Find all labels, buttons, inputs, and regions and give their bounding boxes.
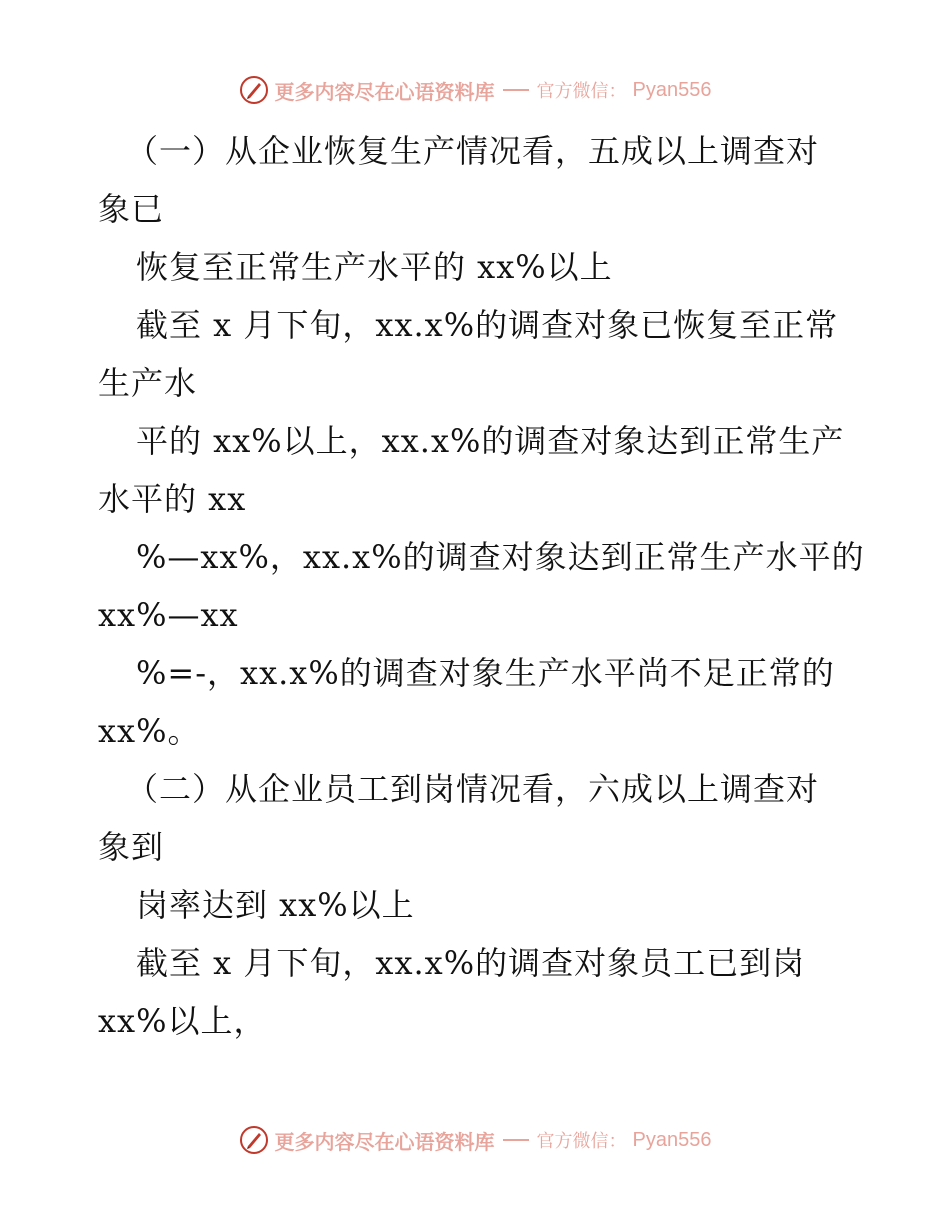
paragraph-line: %—xx%，xx.x%的调查对象达到正常生产水平的 — [136, 538, 865, 576]
footer-banner — [0, 1120, 950, 1160]
paragraph-line: （一）从企业恢复生产情况看，五成以上调查对 — [126, 132, 820, 170]
quill-pen-icon — [239, 75, 269, 105]
paragraph-line: 象到 — [98, 828, 165, 866]
document-body — [98, 122, 865, 1050]
paragraph-line: 恢复至正常生产水平的 xx%以上 — [136, 248, 613, 286]
paragraph-line: 象已 — [98, 190, 165, 228]
banner — [239, 1125, 712, 1155]
paragraph-line: 截至 x 月下旬，xx.x%的调查对象员工已到岗 — [136, 944, 806, 982]
paragraph-line: 平的 xx%以上，xx.x%的调查对象达到正常生产 — [136, 422, 845, 460]
banner — [239, 75, 712, 105]
paragraph-line: xx%—xx — [98, 596, 239, 634]
brand-text: 更多内容尽在心语资料库 — [274, 1129, 495, 1154]
paragraph-line: 水平的 xx — [98, 480, 247, 518]
brand-text: 更多内容尽在心语资料库 — [274, 79, 495, 104]
wechat-label: 官方微信： — [536, 81, 627, 102]
wechat-label: 官方微信： — [536, 1131, 627, 1152]
wechat-id: Pyan556 — [632, 1128, 712, 1151]
banner-divider — [503, 1139, 529, 1141]
quill-pen-icon — [239, 1125, 269, 1155]
banner-divider — [503, 89, 529, 91]
paragraph-line: xx%以上， — [98, 1002, 267, 1040]
paragraph-line: 岗率达到 xx%以上 — [136, 886, 415, 924]
wechat-id: Pyan556 — [632, 78, 712, 101]
paragraph-line: （二）从企业员工到岗情况看，六成以上调查对 — [126, 770, 820, 808]
paragraph-line: xx%。 — [98, 712, 201, 750]
paragraph-line: %=-，xx.x%的调查对象生产水平尚不足正常的 — [136, 654, 835, 692]
paragraph-line: 生产水 — [98, 364, 198, 402]
paragraph-line: 截至 x 月下旬，xx.x%的调查对象已恢复至正常 — [136, 306, 839, 344]
header-banner-top — [0, 70, 950, 110]
